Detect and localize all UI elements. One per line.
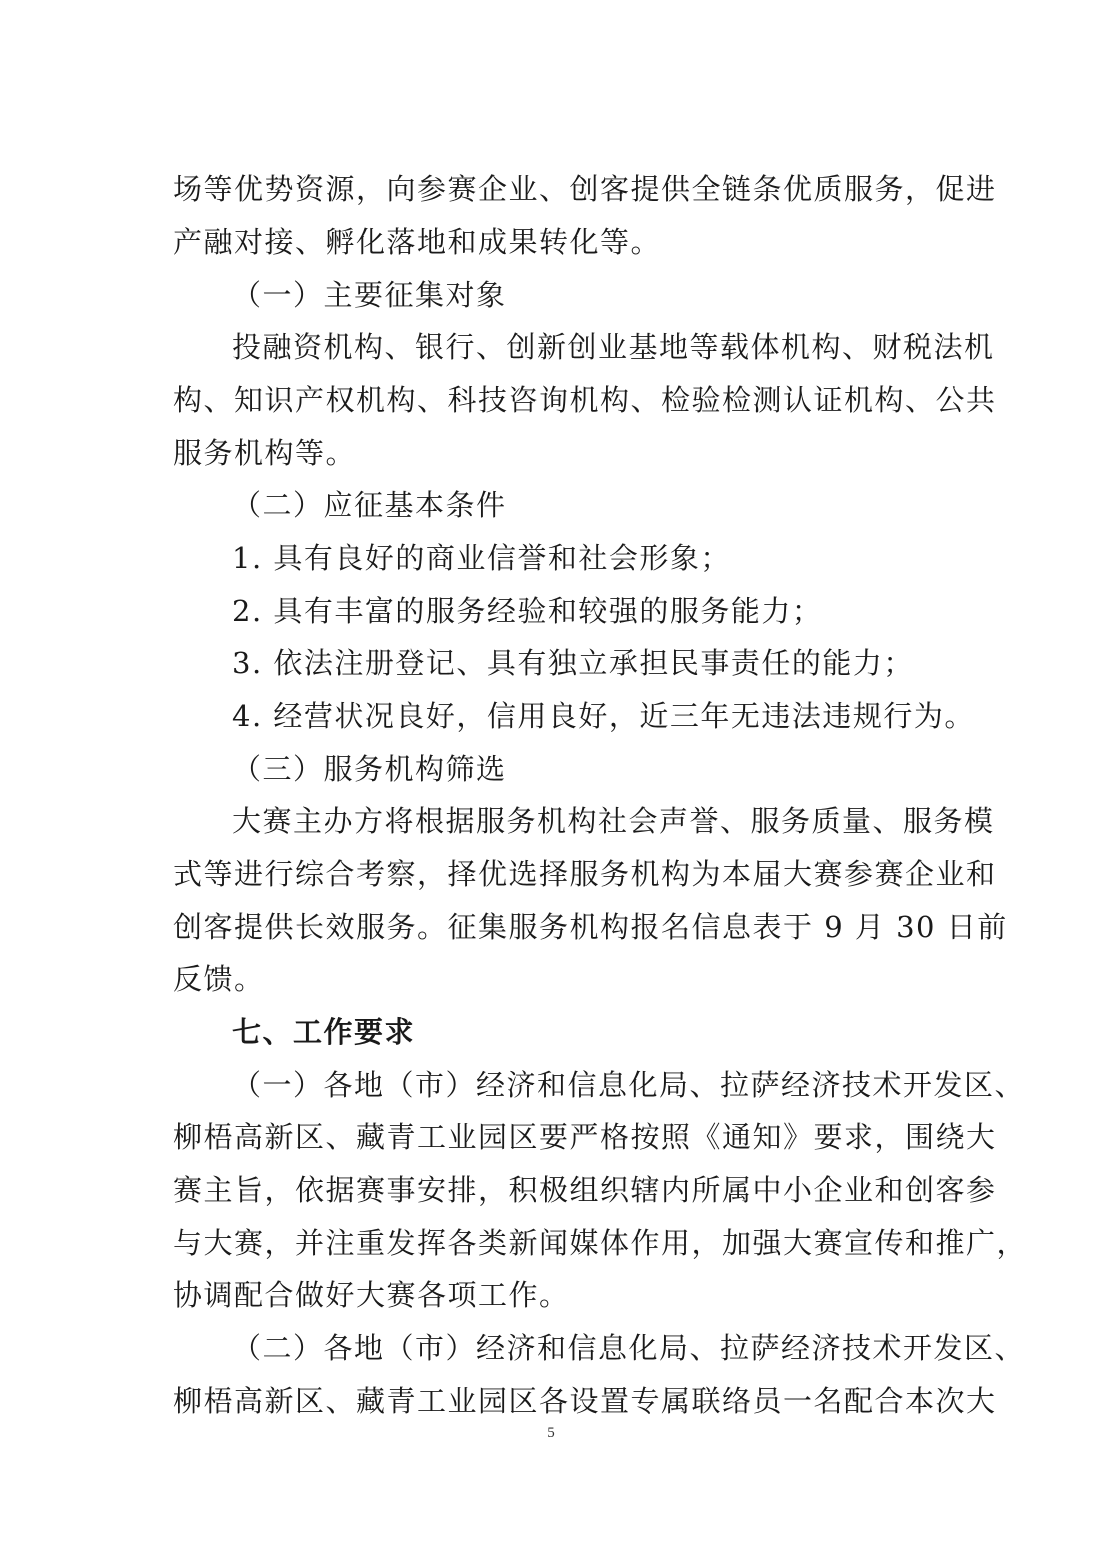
- text-line-1: 场等优势资源，向参赛企业、创客提供全链条优质服务，促进: [173, 172, 997, 206]
- section-heading-3: （三）服务机构筛选: [232, 752, 507, 786]
- list-item-1: 1. 具有良好的商业信誉和社会形象；: [232, 541, 731, 575]
- text-line-18: （一）各地（市）经济和信息化局、拉萨经济技术开发区、: [232, 1068, 1026, 1102]
- text-line-21: 与大赛，并注重发挥各类新闻媒体作用，加强大赛宣传和推广，: [173, 1226, 1028, 1260]
- section-heading-1: （一）主要征集对象: [232, 278, 507, 312]
- text-line-14: 式等进行综合考察，择优选择服务机构为本届大赛参赛企业和: [173, 857, 997, 891]
- chapter-heading: 七、工作要求: [232, 1015, 416, 1049]
- text-line-20: 赛主旨，依据赛事安排，积极组织辖内所属中小企业和创客参: [173, 1173, 997, 1207]
- page-number: 5: [547, 1425, 555, 1441]
- list-item-3: 3. 依法注册登记、具有独立承担民事责任的能力；: [232, 646, 914, 680]
- text-line-22: 协调配合做好大赛各项工作。: [173, 1278, 570, 1312]
- text-line-4: 投融资机构、银行、创新创业基地等载体机构、财税法机: [232, 330, 995, 364]
- text-line-5: 构、知识产权机构、科技咨询机构、检验检测认证机构、公共: [173, 383, 997, 417]
- text-line-23: （二）各地（市）经济和信息化局、拉萨经济技术开发区、: [232, 1331, 1026, 1365]
- text-line-19: 柳梧高新区、藏青工业园区要严格按照《通知》要求，围绕大: [173, 1120, 997, 1154]
- text-line-24: 柳梧高新区、藏青工业园区各设置专属联络员一名配合本次大: [173, 1384, 997, 1418]
- text-line-15: 创客提供长效服务。征集服务机构报名信息表于 9 月 30 日前: [173, 910, 1008, 944]
- list-item-4: 4. 经营状况良好，信用良好，近三年无违法违规行为。: [232, 699, 975, 733]
- text-line-13: 大赛主办方将根据服务机构社会声誉、服务质量、服务模: [232, 804, 995, 838]
- text-line-6: 服务机构等。: [173, 436, 357, 470]
- list-item-2: 2. 具有丰富的服务经验和较强的服务能力；: [232, 594, 823, 628]
- text-line-2: 产融对接、孵化落地和成果转化等。: [173, 225, 662, 259]
- text-line-16: 反馈。: [173, 962, 265, 996]
- section-heading-2: （二）应征基本条件: [232, 488, 507, 522]
